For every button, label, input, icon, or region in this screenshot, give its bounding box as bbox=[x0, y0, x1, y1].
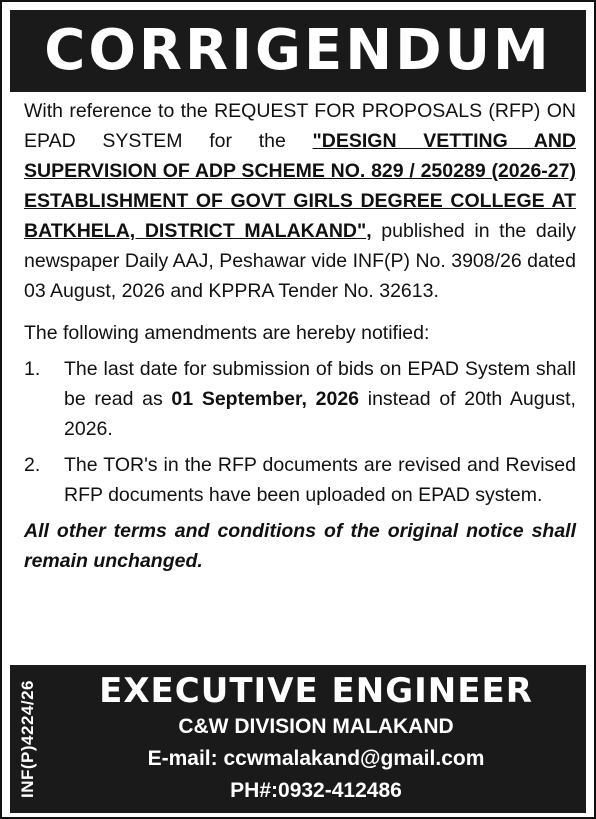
amendments-list bbox=[24, 354, 576, 510]
header-band bbox=[10, 10, 586, 92]
inf-reference-tag bbox=[10, 665, 46, 813]
signatory-title: EXECUTIVE ENGINEER bbox=[99, 671, 533, 711]
contact-phone: PH#:0932-412486 bbox=[230, 779, 402, 802]
item-text: The TOR's in the RFP documents are revised and Revised RFP documents have been uploaded on EPAD system. bbox=[64, 454, 576, 506]
footer-contact bbox=[46, 665, 586, 813]
item-text-before: The last date for submission of bids on EPAD System shall be read as bbox=[64, 358, 576, 410]
amendments-intro: The following amendments are hereby notified: bbox=[24, 322, 430, 344]
intro-paragraph bbox=[24, 96, 576, 306]
footer-band bbox=[10, 665, 586, 813]
new-deadline: 01 September, 2026 bbox=[171, 388, 360, 410]
notice-body bbox=[24, 96, 576, 576]
inf-reference-text: INF(P)4224/26 bbox=[18, 680, 37, 798]
list-item bbox=[24, 354, 576, 444]
item-number: 2. bbox=[24, 454, 41, 476]
notice-title: CORRIGENDUM bbox=[44, 18, 552, 83]
item-text bbox=[64, 354, 576, 444]
division-name: C&W DIVISION MALAKAND bbox=[178, 715, 454, 738]
contact-email: E-mail: ccwmalakand@gmail.com bbox=[147, 747, 485, 770]
project-title: "DESIGN VETTING AND SUPERVISION OF ADP SCHEME NO. 829 / 250289 (2026-27) ESTABLISHMENT OF GOVT GIRLS DEGREE COLLEGE AT BATKHELA, DISTRICT MALAKAND", bbox=[24, 130, 577, 242]
intro-lead: With reference to the REQUEST FOR PROPOSALS (RFP) ON EPAD SYSTEM for the bbox=[24, 100, 576, 152]
closing-statement: All other terms and conditions of the original notice shall remain unchanged. bbox=[24, 520, 576, 572]
intro-tail: published in the daily newspaper Daily AAJ, Peshawar vide INF(P) No. 3908/26 dated 03 August, 2026 and KPPRA Tender No. 32613. bbox=[24, 220, 576, 302]
item-number: 1. bbox=[24, 358, 41, 380]
item-text-after: instead of 20th August, 2026. bbox=[64, 388, 576, 440]
list-item bbox=[24, 450, 576, 510]
